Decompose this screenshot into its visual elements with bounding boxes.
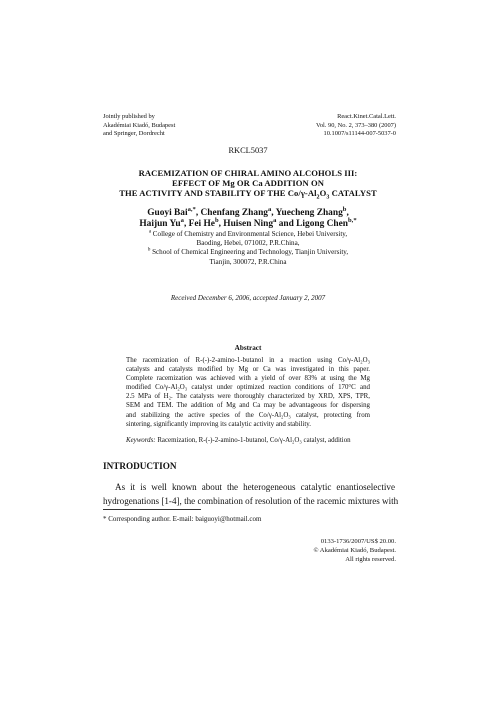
copyright-line: All rights reserved.: [345, 556, 396, 564]
body-line: As it is well known about the heterogeneous catalytic enantioselective: [115, 482, 395, 492]
journal-info: [270, 113, 396, 139]
journal-name: React.Kinet.Catal.Lett.: [337, 113, 396, 120]
copyright-notice: [270, 537, 396, 565]
keywords-list: Racemization, R-(-)-2-amino-1-butanol, Co/γ-Al₂O₃ catalyst, addition: [155, 437, 351, 444]
article-code: RKCL5037: [228, 146, 268, 155]
author: Chenfang Zhang: [200, 208, 268, 218]
doi: 10.1007/s11144-007-5037-0: [323, 130, 396, 138]
author-line: Haijun Yu$^a$, Fei He$^b$, Huisen Ning$^a$ and Ligong Chen$^{b,*}$: [139, 217, 357, 230]
author: Guoyi Bai: [147, 208, 188, 218]
abstract-line: modified Co/γ-Al₂O₃ catalyst under optimized reaction conditions of 170°C and: [126, 384, 370, 392]
abstract-line: Complete racemization was achieved with a yield of over 83% at using the Mg: [126, 375, 370, 383]
affiliations: [90, 230, 406, 267]
author-line: Guoyi Bai$^{a,*}$, Chenfang Zhang$^a$, Yuecheng Zhang$^b$,: [147, 205, 349, 218]
footnote-divider: [103, 509, 201, 510]
abstract-line: 2.5 MPa of H₂. The catalysts were thoroughly characterized by XRD, XPS, TPR,: [126, 393, 370, 401]
affiliation-line: $^b$ School of Chemical Engineering and Technology, Tianjin University,: [147, 248, 349, 257]
title-line: RACEMIZATION OF CHIRAL AMINO ALCOHOLS III:: [138, 168, 358, 178]
author: Ligong Chen: [296, 219, 349, 230]
abstract-body: [126, 356, 370, 429]
affiliation-line: $^a$ College of Chemistry and Environmental Science, Hebei University,: [148, 229, 348, 238]
keywords: [126, 436, 376, 445]
received-dates: Received December 6, 2006, accepted January 2, 2007: [170, 294, 326, 302]
abstract-line: SEM and TEM. The addition of Mg and Ca may be advantageous for dispersing: [126, 402, 370, 410]
affiliation-line: Baoding, Hebei, 071002, P.R.China,: [196, 239, 300, 248]
publisher-line: Jointly published by: [103, 113, 155, 120]
author: Haijun Yu: [139, 219, 181, 230]
journal-volume: Vol. 90, No. 2, 373–380 (2007): [316, 121, 396, 129]
author: Huisen Ning: [223, 219, 274, 230]
body-line: hydrogenations [1-4], the combination of resolution of the racemic mixtures with: [103, 496, 399, 506]
title-line: EFFECT OF Mg OR Ca ADDITION ON: [172, 178, 324, 189]
author: Fei He: [188, 219, 215, 230]
article-title: [90, 168, 406, 202]
abstract-line: The racemization of R-(-)-2-amino-1-butanol in a reaction using Co/γ-Al₂O₃: [126, 357, 370, 364]
affiliation-line: Tianjin, 300072, P.R.China: [209, 257, 287, 266]
publisher-info: [103, 113, 253, 139]
footnote: * Corresponding author. E-mail: baiguoyi@hotmail.com: [103, 515, 262, 523]
author-list: [90, 205, 406, 231]
section-heading-introduction: INTRODUCTION: [103, 461, 177, 471]
keywords-label: Keywords:: [126, 437, 156, 444]
abstract-line: catalysts and catalysts modified by Mg or Ca was investigated in this paper.: [126, 366, 370, 374]
title-line: THE ACTIVITY AND STABILITY OF THE $Co/\gamma-Al_2O_3$ CATALYST: [119, 188, 377, 202]
abstract-heading: Abstract: [234, 344, 262, 352]
copyright-line: © Akadémiai Kiadó, Budapest.: [313, 547, 396, 555]
abstract-line: sintering, significantly improving its catalytic activity and stability.: [126, 420, 311, 428]
publisher-line: and Springer, Dordrecht: [103, 130, 165, 138]
publisher-line: Akadémiai Kiadó, Budapest: [103, 121, 176, 129]
abstract-line: and stabilizing the active species of the Co/γ-Al₂O₃ catalyst, protecting from: [126, 411, 370, 419]
author: Yuecheng Zhang: [275, 208, 343, 218]
introduction-body: [103, 480, 399, 508]
copyright-line: 0133-1736/2007/US$ 20.00.: [320, 538, 396, 545]
